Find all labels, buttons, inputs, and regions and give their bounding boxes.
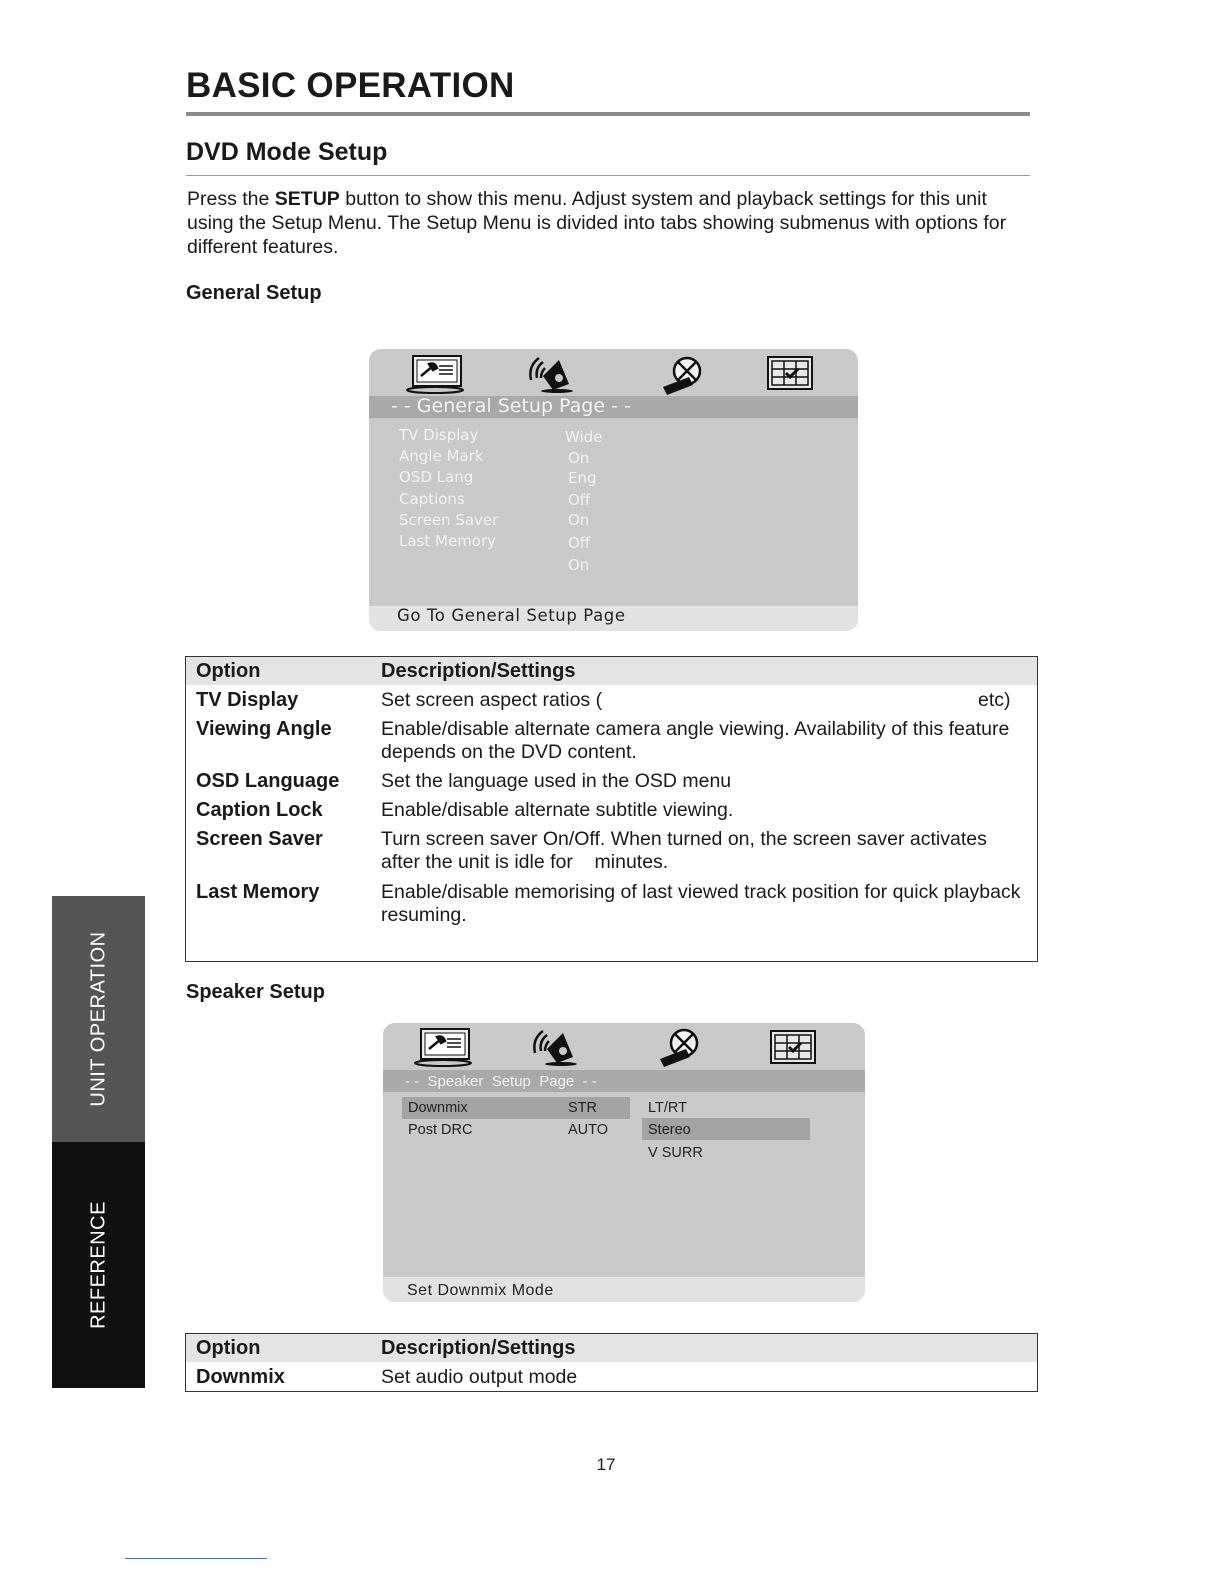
audio-setup-icon [659,355,709,395]
general-setup-table [185,656,1038,962]
option-last-memory: Last Memory [196,881,320,903]
menu-value: Wide [565,428,603,446]
option-osd-language: OSD Language [196,770,340,792]
intro-prefix: Press the [187,188,275,210]
menu-label[interactable]: Captions [399,490,465,508]
post-drc-value: AUTO [568,1122,609,1138]
general-setup-screen [369,349,858,631]
desc-screen-saver: Turn screen saver On/Off. When turned on, the screen saver activates after the unit is idle for minutes. [381,828,987,873]
menu-value: Off [568,534,591,552]
option-lt-rt[interactable]: LT/RT [648,1100,687,1116]
general-setup-footer: Go To General Setup Page [397,606,626,625]
option-stereo[interactable]: Stereo [648,1122,691,1138]
side-tab-unit-operation-label: UNIT OPERATION [87,931,109,1107]
speaker-setup-footer: Set Downmix Mode [407,1282,554,1299]
speaker-setup-heading: Speaker Setup [186,981,325,1003]
option-caption-lock: Caption Lock [196,799,323,821]
header-description: Description/Settings [381,660,576,682]
section-title: DVD Mode Setup [186,138,388,166]
downmix-value: STR [568,1100,597,1116]
header-option: Option [196,1337,261,1359]
preference-setup-icon [769,1029,819,1065]
menu-value: Eng [568,469,597,487]
title-divider [186,112,1030,116]
general-setup-page-title: - - General Setup Page - - [391,395,631,417]
desc-last-memory: Enable/disable memorising of last viewed track position for quick playback resuming. [381,881,1021,926]
menu-label[interactable]: OSD Lang [399,468,474,486]
menu-value: Off [568,491,591,509]
option-tv-display: TV Display [196,689,299,711]
menu-label[interactable]: Screen Saver [399,511,499,529]
menu-value: On [568,556,590,574]
desc-viewing-angle: Enable/disable alternate camera angle viewing. Availability of this feature depends on the DVD content. [381,718,1010,763]
footnote-rule [125,1558,267,1559]
option-viewing-angle: Viewing Angle [196,718,332,740]
side-tab-reference[interactable] [52,1142,145,1388]
general-setup-icon [413,1027,477,1067]
desc-downmix: Set audio output mode [381,1366,578,1388]
speaker-setup-screen [383,1023,865,1302]
side-tab-unit-operation[interactable] [52,896,145,1142]
preference-setup-icon [766,355,816,391]
speaker-setup-icon [529,354,579,394]
page-title: BASIC OPERATION [186,66,515,105]
table-header [186,657,1037,685]
downmix-label[interactable]: Downmix [408,1100,468,1116]
header-option: Option [196,660,261,682]
header-description: Description/Settings [381,1337,576,1359]
section-divider [186,175,1030,176]
general-setup-icon [405,354,469,394]
menu-label[interactable]: Angle Mark [399,447,484,465]
general-setup-heading: General Setup [186,282,322,304]
menu-label[interactable]: Last Memory [399,532,497,550]
desc-tv-display: Set screen aspect ratios ( [381,689,603,711]
desc-caption-lock: Enable/disable alternate subtitle viewing. [381,799,734,821]
option-v-surr[interactable]: V SURR [648,1145,703,1161]
menu-value: On [568,449,590,467]
page-number: 17 [596,1455,616,1474]
side-tab-reference-label: REFERENCE [87,1201,109,1329]
intro-paragraph [187,187,1027,259]
audio-setup-icon [656,1027,706,1067]
table-header [186,1334,1037,1362]
intro-setup-bold: SETUP [274,188,340,210]
post-drc-label[interactable]: Post DRC [408,1122,473,1138]
option-downmix: Downmix [196,1366,285,1388]
speaker-setup-table [185,1333,1038,1392]
menu-label[interactable]: TV Display [399,426,479,444]
speaker-setup-icon [533,1027,583,1067]
menu-value: On [568,511,590,529]
desc-osd-language: Set the language used in the OSD menu [381,770,732,792]
desc-tv-display-end: etc) [978,689,1011,711]
intro-rest: button to show this menu. Adjust system and playback settings for this unit using the Setup Menu. The Setup Menu is divided into tabs showing submenus with options for different features. [187,188,1007,258]
speaker-setup-page-title: - - Speaker Setup Page - - [405,1073,597,1090]
option-screen-saver: Screen Saver [196,828,323,850]
